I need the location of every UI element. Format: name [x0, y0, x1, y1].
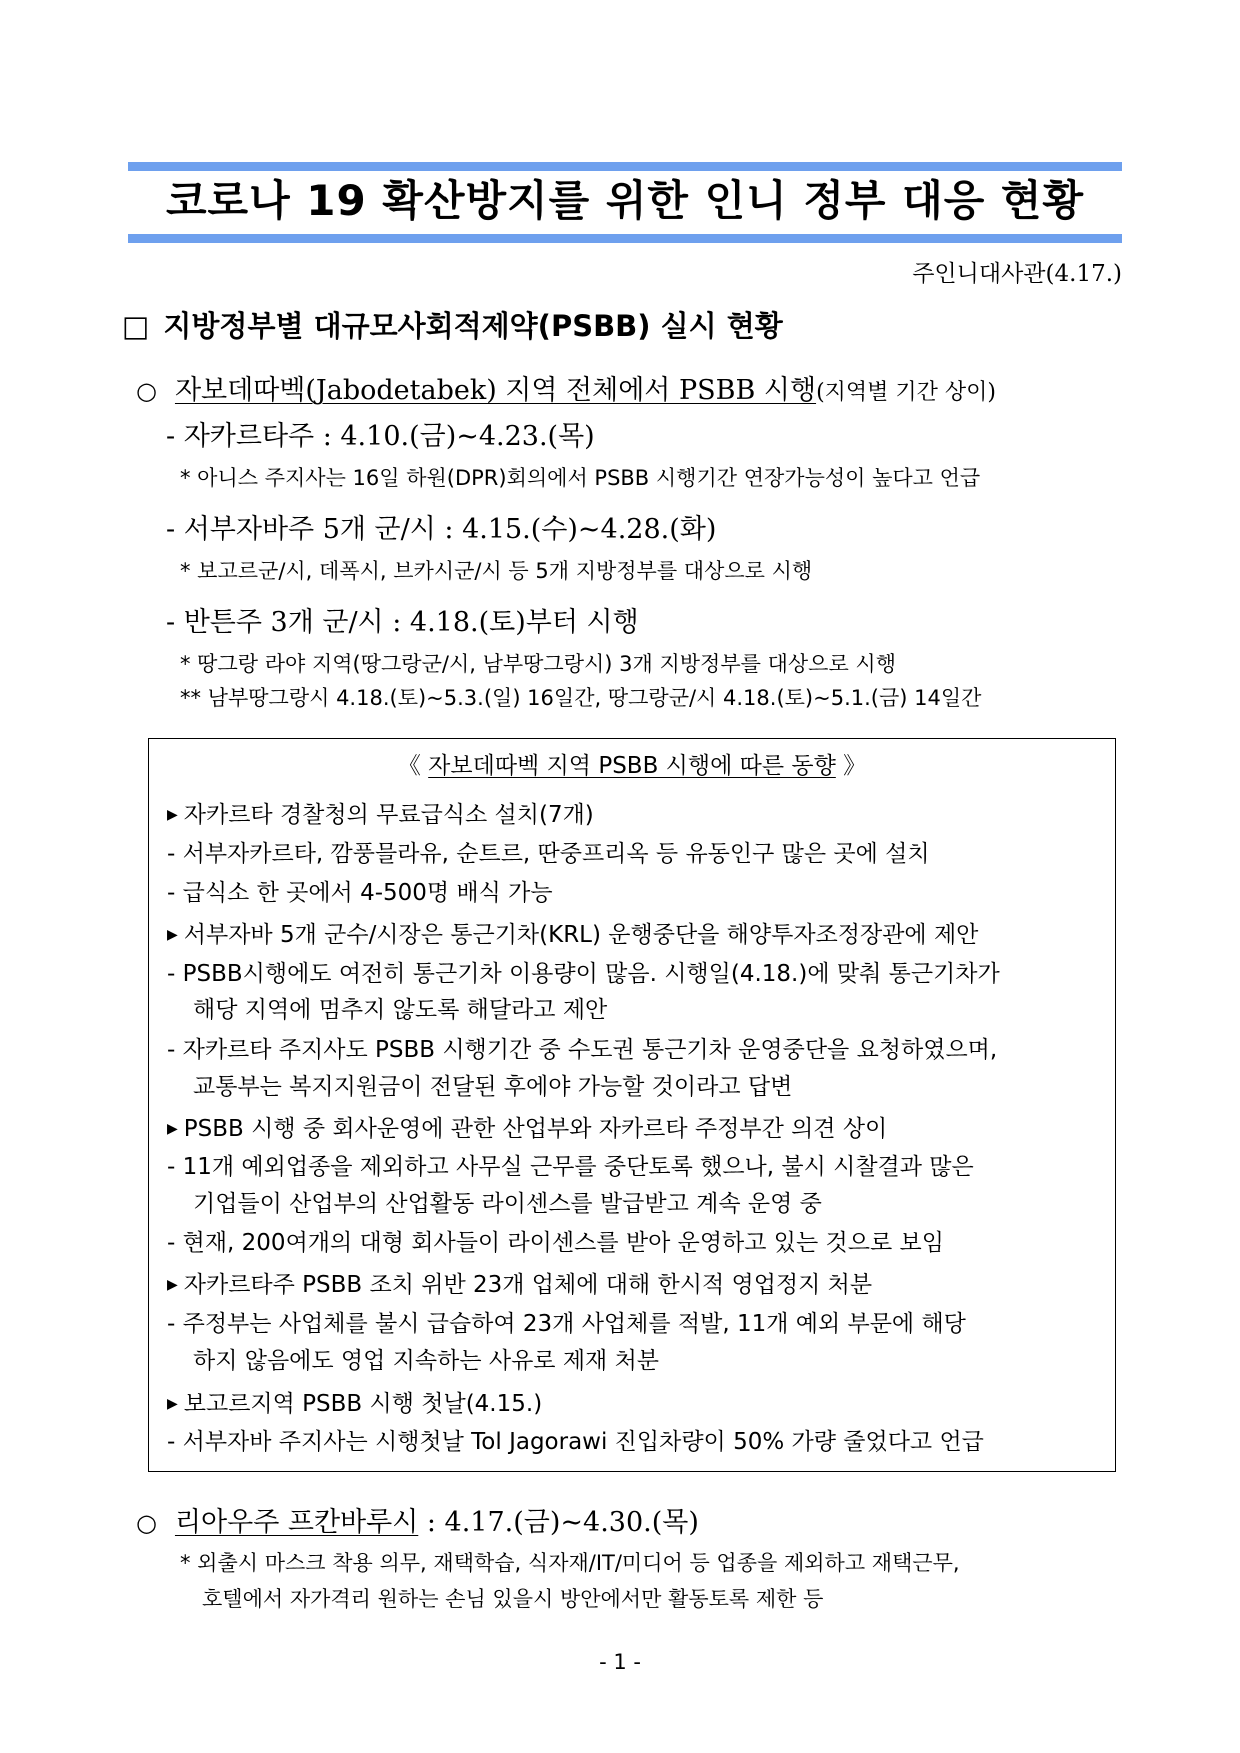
jakarta-note: * 아니스 주지사는 16일 하원(DPR)회의에서 PSBB 시행기간 연장가능성이 높다고 언급: [180, 466, 981, 490]
riau-note-1: * 외출시 마스크 착용 의무, 재택학습, 식자재/IT/미디어 등 업종을 제외하고 재택근무,: [180, 1551, 960, 1575]
item-riau-heading: 리아우주 프칸바루시: [174, 1507, 419, 1538]
box-title: [149, 747, 1115, 780]
box-line-continued: 기업들이 산업부의 산업활동 라이센스를 발급받고 계속 운영 중: [193, 1191, 822, 1217]
box-line-continued: 교통부는 복지지원금이 전달된 후에야 가능할 것이라고 답변: [193, 1074, 793, 1100]
box-title-text: 자보데따벡 지역 PSBB 시행에 따른 동향: [428, 753, 836, 779]
banten-period: - 반튼주 3개 군/시 : 4.18.(토)부터 시행: [166, 607, 639, 638]
title-bottom-rule: [128, 234, 1122, 243]
box-title-open: 《: [397, 753, 429, 779]
item-riau: [136, 1500, 699, 1539]
item-riau-period: : 4.17.(금)~4.30.(목): [418, 1507, 699, 1538]
box-title-close: 》: [835, 753, 867, 779]
box-line: - 11개 예외업종을 제외하고 사무실 근무를 중단토록 했으나, 불시 시찰결과 많은: [167, 1154, 974, 1180]
jakarta-period: - 자카르타주 : 4.10.(금)~4.23.(목): [166, 421, 595, 452]
box-bullet: ▶ 자카르타주 PSBB 조치 위반 23개 업체에 대해 한시적 영업정지 처분: [167, 1272, 873, 1298]
box-line: - 서부자바 주지사는 시행첫날 Tol Jagorawi 진입차량이 50% 가량 줄었다고 언급: [167, 1429, 984, 1455]
item-marker: ○: [136, 1509, 157, 1537]
item-jabodetabek: [136, 368, 996, 407]
box-bullet: ▶ 자카르타 경찰청의 무료급식소 설치(7개): [167, 802, 594, 828]
box-line: - 급식소 한 곳에서 4-500명 배식 가능: [167, 880, 553, 906]
box-bullet: ▶ PSBB 시행 중 회사운영에 관한 산업부와 자카르타 주정부간 의견 상이: [167, 1116, 888, 1142]
triangle-bullet-icon: ▶: [167, 807, 178, 823]
item-jabodetabek-heading: 자보데따벡(Jabodetabek) 지역 전체에서 PSBB 시행: [174, 375, 817, 406]
page-number: - 1 -: [599, 1650, 641, 1674]
banten-note-1: * 땅그랑 라야 지역(땅그랑군/시, 남부땅그랑시) 3개 지방정부를 대상으로 시행: [180, 652, 896, 676]
box-line: - 현재, 200여개의 대형 회사들이 라이센스를 받아 운영하고 있는 것으로 보임: [167, 1230, 944, 1256]
psbb-trends-box: [148, 738, 1116, 1472]
box-line: - 주정부는 사업체를 불시 급습하여 23개 사업체를 적발, 11개 예외 부문에 해당: [167, 1311, 966, 1337]
box-bullet: ▶ 보고르지역 PSBB 시행 첫날(4.15.): [167, 1391, 543, 1417]
triangle-bullet-icon: ▶: [167, 1277, 178, 1293]
triangle-bullet-icon: ▶: [167, 1121, 178, 1137]
item-marker: ○: [136, 377, 157, 405]
page-title: 코로나 19 확산방지를 위한 인니 정부 대응 현황: [165, 176, 1085, 225]
section-heading-text: 지방정부별 대규모사회적제약(PSBB) 실시 현황: [163, 309, 783, 343]
westjava-note: * 보고르군/시, 데폭시, 브카시군/시 등 5개 지방정부를 대상으로 시행: [180, 559, 813, 583]
section-heading: [122, 304, 783, 345]
box-bullet: ▶ 서부자바 5개 군수/시장은 통근기차(KRL) 운행중단을 해양투자조정장관에 제안: [167, 922, 979, 948]
item-jabodetabek-note: (지역별 기간 상이): [816, 380, 996, 405]
westjava-period: - 서부자바주 5개 군/시 : 4.15.(수)~4.28.(화): [166, 514, 717, 545]
box-line: - PSBB시행에도 여전히 통근기차 이용량이 많음. 시행일(4.18.)에 맞춰 통근기차가: [167, 961, 1000, 987]
banten-note-2: ** 남부땅그랑시 4.18.(토)~5.3.(일) 16일간, 땅그랑군/시 4.18.(토)~5.1.(금) 14일간: [180, 686, 982, 710]
section-marker: □: [122, 309, 150, 343]
box-line-continued: 하지 않음에도 영업 지속하는 사유로 제재 처분: [193, 1348, 660, 1374]
box-line: - 서부자카르타, 깜풍믈라유, 순트르, 딴중프리옥 등 유동인구 많은 곳에 설치: [167, 841, 930, 867]
riau-note-2: 호텔에서 자가격리 원하는 손님 있을시 방안에서만 활동토록 제한 등: [202, 1587, 824, 1611]
triangle-bullet-icon: ▶: [167, 1396, 178, 1412]
box-line-continued: 해당 지역에 멈추지 않도록 해달라고 제안: [193, 997, 608, 1023]
triangle-bullet-icon: ▶: [167, 927, 178, 943]
box-line: - 자카르타 주지사도 PSBB 시행기간 중 수도권 통근기차 운영중단을 요청하였으며,: [167, 1037, 998, 1063]
issuer-date: 주인니대사관(4.17.): [912, 261, 1122, 287]
